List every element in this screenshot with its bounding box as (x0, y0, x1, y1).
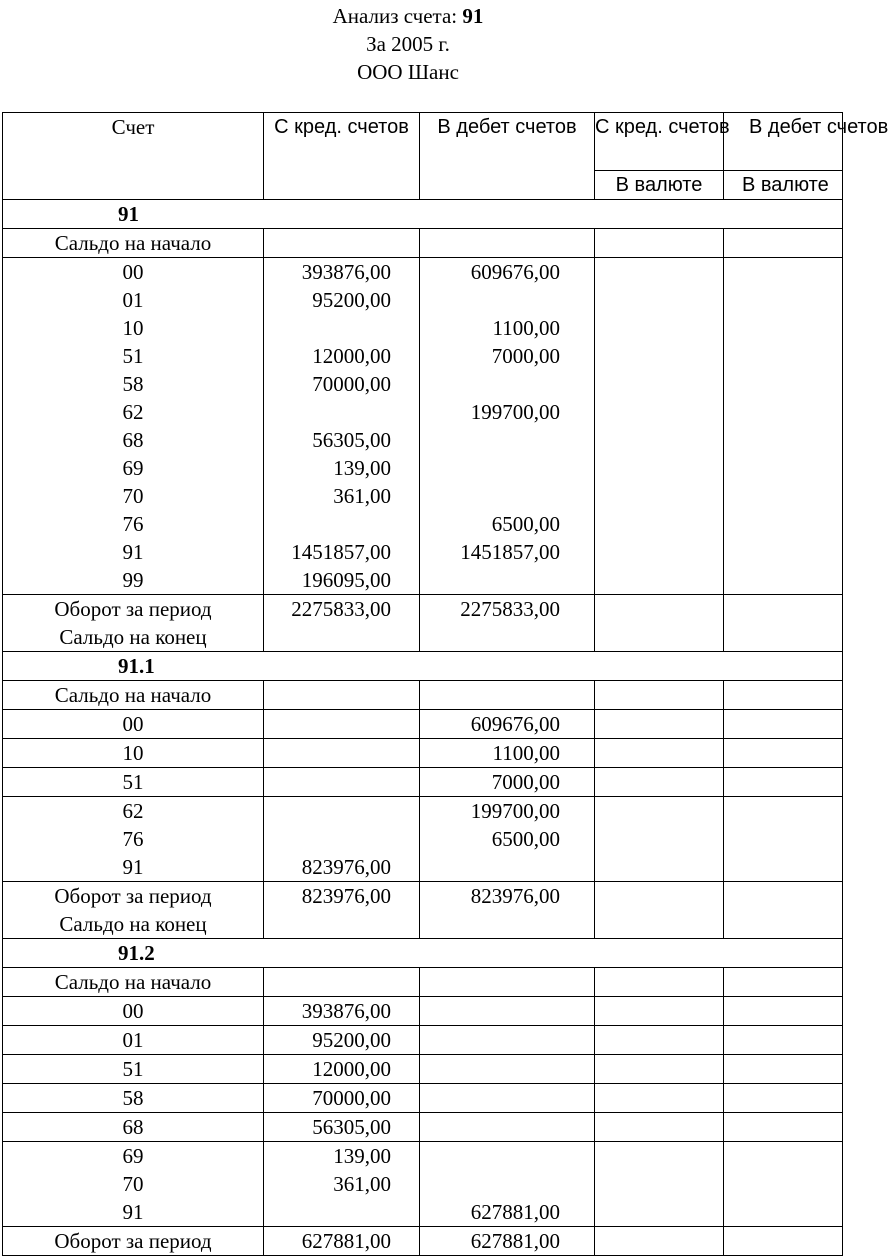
debit-fx-cell (724, 1142, 843, 1227)
debit-amount: 199700,00 (470, 799, 560, 823)
credit-amount (264, 510, 391, 538)
turnover-row (3, 1227, 843, 1256)
credit-amount-column (264, 1142, 420, 1227)
report-company: ООО Шанс (357, 60, 459, 84)
account-code: 70 (122, 1172, 144, 1196)
col-header-credit: С кред. счетов (264, 113, 420, 200)
account-code: 00 (3, 997, 264, 1026)
closing-balance-label: Сальдо на конец (59, 912, 207, 936)
account-code: 76 (122, 512, 144, 536)
account-code: 62 (122, 400, 144, 424)
debit-amount: 627881,00 (470, 1200, 560, 1224)
credit-fx-cell (595, 1055, 724, 1084)
opening-balance-cell (595, 681, 724, 710)
credit-amount: 12000,00 (312, 344, 391, 368)
account-code: 10 (122, 316, 144, 340)
debit-amount: 1100,00 (420, 739, 595, 768)
opening-balance-cell (724, 229, 843, 258)
credit-fx-cell (595, 768, 724, 797)
credit-amount: 95200,00 (264, 1026, 420, 1055)
account-code-column (3, 797, 264, 882)
closing-balance-label: Сальдо на конец (59, 625, 207, 649)
debit-amount (420, 1170, 560, 1198)
turnover-label: Оборот за период (54, 884, 212, 908)
opening-balance-row (3, 229, 843, 258)
debit-amount (420, 426, 560, 454)
debit-amount: 1451857,00 (460, 540, 560, 564)
account-code: 58 (3, 1084, 264, 1113)
account-code: 62 (122, 799, 144, 823)
credit-fx-cell (595, 595, 724, 652)
account-block-row (3, 1142, 843, 1227)
opening-balance-row (3, 681, 843, 710)
debit-amount (420, 1113, 595, 1142)
account-row (3, 1055, 843, 1084)
credit-amount: 1451857,00 (291, 540, 391, 564)
credit-amount (264, 1198, 391, 1226)
debit-amount (420, 566, 560, 594)
account-row (3, 710, 843, 739)
debit-fx-cell (724, 1055, 843, 1084)
col-header-currency-1: В валюте (595, 171, 724, 200)
account-row (3, 1084, 843, 1113)
turnover-debit: 2275833,00 (420, 595, 595, 652)
turnover-label: Оборот за период (54, 597, 212, 621)
account-code: 51 (122, 344, 144, 368)
debit-amount (420, 1142, 560, 1170)
turnover-row (3, 595, 843, 652)
opening-balance-cell (264, 968, 420, 997)
col-header-debit: В дебет счетов (420, 113, 595, 200)
account-code: 69 (122, 456, 144, 480)
opening-balance-cell (724, 968, 843, 997)
turnover-label-cell (3, 595, 264, 652)
account-code: 68 (122, 428, 144, 452)
section-title: 91.2 (3, 939, 843, 968)
debit-amount (420, 286, 560, 314)
turnover-debit: 627881,00 (420, 1227, 595, 1256)
debit-fx-cell (724, 595, 843, 652)
opening-balance-cell (420, 681, 595, 710)
debit-amount (420, 1026, 595, 1055)
turnover-credit: 823976,00 (264, 882, 420, 939)
debit-fx-cell (724, 710, 843, 739)
account-code: 99 (122, 568, 144, 592)
account-row (3, 997, 843, 1026)
debit-amount (420, 482, 560, 510)
debit-amount: 6500,00 (491, 827, 560, 851)
credit-amount (264, 314, 391, 342)
opening-balance-cell (420, 229, 595, 258)
account-analysis-table (2, 112, 888, 1256)
credit-amount: 823976,00 (301, 855, 391, 879)
debit-fx-cell (724, 1084, 843, 1113)
credit-amount: 139,00 (333, 456, 391, 480)
credit-amount: 95200,00 (312, 288, 391, 312)
credit-amount (264, 768, 420, 797)
credit-amount: 12000,00 (264, 1055, 420, 1084)
section-title-row (3, 200, 843, 229)
debit-amount: 609676,00 (470, 260, 560, 284)
credit-amount (264, 797, 391, 825)
opening-balance-cell (595, 968, 724, 997)
credit-fx-cell (595, 258, 724, 595)
credit-fx-cell (595, 797, 724, 882)
debit-amount (420, 370, 560, 398)
opening-balance-cell (595, 229, 724, 258)
credit-amount: 361,00 (333, 1172, 391, 1196)
report-period: За 2005 г. (366, 32, 450, 56)
credit-amount: 393876,00 (301, 260, 391, 284)
account-code: 51 (3, 768, 264, 797)
account-row (3, 1026, 843, 1055)
opening-balance-cell (264, 229, 420, 258)
opening-balance-cell (420, 968, 595, 997)
credit-fx-cell (595, 882, 724, 939)
debit-amount: 609676,00 (420, 710, 595, 739)
credit-amount (264, 739, 420, 768)
credit-amount-column (264, 258, 420, 595)
account-code: 00 (3, 710, 264, 739)
debit-fx-cell (724, 1026, 843, 1055)
col-header-credit-fx: С кред. счетов (595, 113, 724, 171)
credit-fx-cell (595, 1227, 724, 1256)
account-code: 10 (3, 739, 264, 768)
account-code: 01 (122, 288, 144, 312)
credit-amount: 70000,00 (312, 372, 391, 396)
debit-amount-column (420, 258, 595, 595)
section-title: 91.1 (3, 652, 843, 681)
account-code: 00 (122, 260, 144, 284)
turnover-debit: 823976,00 (420, 882, 595, 939)
debit-fx-cell (724, 882, 843, 939)
account-code: 91 (122, 540, 144, 564)
debit-amount (420, 1084, 595, 1113)
credit-fx-cell (595, 739, 724, 768)
credit-amount: 70000,00 (264, 1084, 420, 1113)
account-code: 91 (122, 855, 144, 879)
debit-amount: 6500,00 (491, 512, 560, 536)
debit-fx-cell (724, 997, 843, 1026)
opening-balance-cell (724, 681, 843, 710)
section-title-row (3, 939, 843, 968)
debit-amount: 7000,00 (491, 344, 560, 368)
debit-fx-cell (724, 1113, 843, 1142)
turnover-label-cell (3, 1227, 264, 1256)
turnover-label: Оборот за период (54, 1229, 212, 1253)
debit-fx-cell (724, 768, 843, 797)
account-code-column (3, 258, 264, 595)
credit-amount: 139,00 (333, 1144, 391, 1168)
account-row (3, 1113, 843, 1142)
credit-amount: 56305,00 (264, 1113, 420, 1142)
col-header-debit-fx: В дебет счетов (724, 113, 843, 171)
opening-balance-label: Сальдо на начало (3, 681, 264, 710)
credit-fx-cell (595, 1142, 724, 1227)
account-code: 76 (122, 827, 144, 851)
opening-balance-cell (264, 681, 420, 710)
opening-balance-label: Сальдо на начало (3, 229, 264, 258)
debit-amount (420, 1055, 595, 1084)
credit-fx-cell (595, 1084, 724, 1113)
report-header (0, 2, 816, 86)
section-title: 91 (3, 200, 843, 229)
report-title (0, 2, 816, 30)
account-code: 69 (122, 1144, 144, 1168)
turnover-credit: 2275833,00 (264, 595, 420, 652)
credit-amount: 361,00 (333, 484, 391, 508)
account-code: 70 (122, 484, 144, 508)
debit-amount (420, 997, 595, 1026)
credit-amount: 393876,00 (264, 997, 420, 1026)
debit-fx-cell (724, 258, 843, 595)
account-block-row (3, 258, 843, 595)
debit-fx-cell (724, 1227, 843, 1256)
credit-amount (264, 710, 420, 739)
debit-amount (420, 853, 560, 881)
credit-amount-column (264, 797, 420, 882)
account-code: 91 (122, 1200, 144, 1224)
debit-amount (420, 454, 560, 482)
credit-amount: 56305,00 (312, 428, 391, 452)
section-title-row (3, 652, 843, 681)
account-code: 68 (3, 1113, 264, 1142)
col-header-currency-2: В валюте (724, 171, 843, 200)
debit-fx-cell (724, 739, 843, 768)
account-code-column (3, 1142, 264, 1227)
account-block-row (3, 797, 843, 882)
credit-amount: 196095,00 (301, 568, 391, 592)
credit-amount (264, 825, 391, 853)
account-row (3, 768, 843, 797)
account-code: 58 (122, 372, 144, 396)
debit-amount-column (420, 1142, 595, 1227)
title-prefix: Анализ счета: (332, 4, 463, 28)
credit-fx-cell (595, 1113, 724, 1142)
debit-amount: 7000,00 (420, 768, 595, 797)
col-header-account: Счет (3, 113, 264, 200)
debit-amount: 1100,00 (492, 316, 560, 340)
debit-amount-column (420, 797, 595, 882)
credit-fx-cell (595, 710, 724, 739)
account-row (3, 739, 843, 768)
debit-amount: 199700,00 (470, 400, 560, 424)
account-code: 51 (3, 1055, 264, 1084)
turnover-credit: 627881,00 (264, 1227, 420, 1256)
turnover-label-cell (3, 882, 264, 939)
opening-balance-row (3, 968, 843, 997)
debit-fx-cell (724, 797, 843, 882)
opening-balance-label: Сальдо на начало (3, 968, 264, 997)
account-code: 01 (3, 1026, 264, 1055)
credit-fx-cell (595, 1026, 724, 1055)
turnover-row (3, 882, 843, 939)
credit-amount (264, 398, 391, 426)
title-account: 91 (462, 4, 484, 28)
credit-fx-cell (595, 997, 724, 1026)
